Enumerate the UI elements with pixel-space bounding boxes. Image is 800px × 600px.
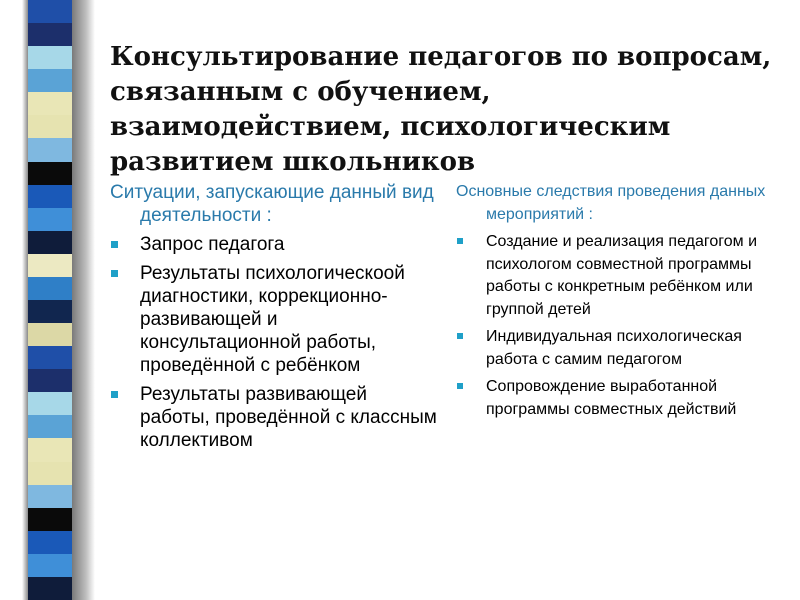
list-item-text: Сопровождение выработанной программы совместных действий — [486, 378, 737, 418]
right-column-heading: Основные следствия проведения данных мероприятий : — [456, 183, 766, 223]
right-bullet-list — [456, 231, 786, 421]
stripe-block — [28, 69, 72, 92]
stripe-block — [28, 369, 72, 392]
stripe-block — [28, 115, 72, 138]
list-item-text: Создание и реализация педагогом и психологом совместной программы работы с конкретным ребёнком или группой детей — [486, 233, 757, 318]
stripe-block — [28, 554, 72, 577]
stripe-block — [28, 231, 72, 254]
stripe-block — [28, 92, 72, 115]
stripe-block — [28, 462, 72, 485]
stripe-block — [28, 23, 72, 46]
stripe-shadow — [72, 0, 95, 600]
right-column — [456, 181, 786, 426]
square-bullet-icon — [111, 241, 118, 248]
left-bullet-list — [110, 233, 440, 452]
square-bullet-icon — [457, 238, 463, 244]
stripe-block — [28, 208, 72, 231]
left-column — [110, 181, 440, 458]
stripe-block — [28, 392, 72, 415]
stripe-block — [28, 485, 72, 508]
square-bullet-icon — [457, 333, 463, 339]
left-column-heading: Ситуации, запускающие данный вид деятельности : — [110, 182, 434, 226]
stripe-block — [28, 277, 72, 300]
stripe-block — [28, 162, 72, 185]
stripe-block — [28, 508, 72, 531]
list-item-text: Результаты развивающей работы, проведённой с классным коллективом — [140, 384, 437, 451]
stripe-block — [28, 415, 72, 438]
list-item-text: Результаты психологическоой диагностики, коррекционно-развивающей и консультационной работы, проведённой с ребёнком — [140, 263, 405, 376]
stripe-block — [28, 138, 72, 161]
stripe-block — [28, 185, 72, 208]
decorative-stripe — [0, 0, 95, 600]
square-bullet-icon — [457, 383, 463, 389]
stripe-block — [28, 0, 72, 23]
stripe-block — [28, 300, 72, 323]
list-item — [456, 376, 786, 421]
stripe-block — [28, 254, 72, 277]
list-item — [110, 383, 440, 452]
slide-title: Консультирование педагогов по вопросам, связанным с обучением, взаимодействием, психологическим развитием школьников — [110, 42, 772, 177]
stripe-block — [28, 323, 72, 346]
stripe-blocks — [28, 0, 72, 600]
list-item-text: Индивидуальная психологическая работа с самим педагогом — [486, 328, 742, 368]
list-item — [456, 326, 786, 371]
square-bullet-icon — [111, 270, 118, 277]
list-item — [110, 233, 440, 256]
stripe-block — [28, 438, 72, 461]
list-item-text: Запрос педагога — [140, 234, 285, 255]
list-item — [456, 231, 786, 321]
stripe-block — [28, 346, 72, 369]
list-item — [110, 262, 440, 377]
stripe-block — [28, 577, 72, 600]
stripe-block — [28, 46, 72, 69]
square-bullet-icon — [111, 391, 118, 398]
stripe-block — [28, 531, 72, 554]
